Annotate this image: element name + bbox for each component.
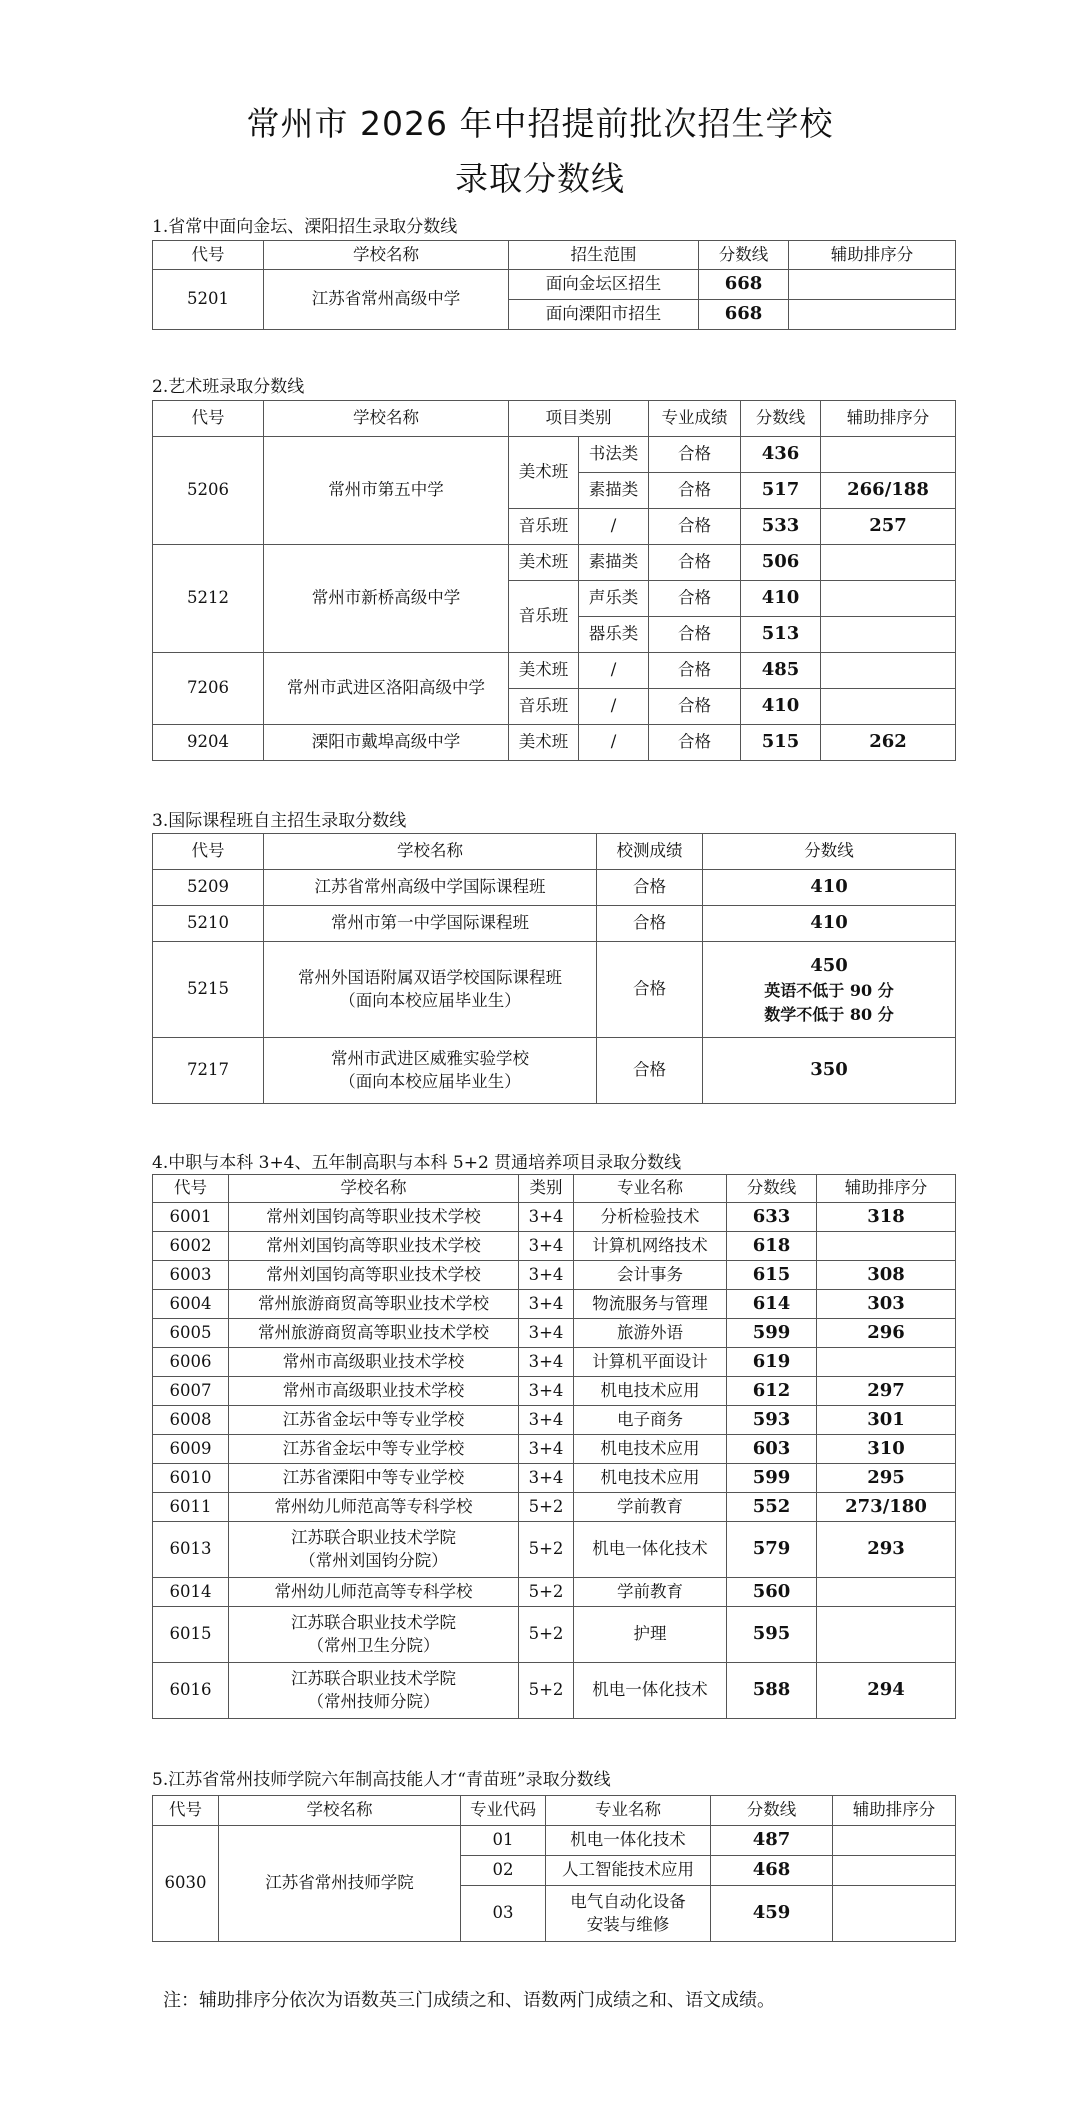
cell-type: 3+4	[519, 1319, 574, 1348]
cell-aux: 308	[817, 1261, 956, 1290]
cell-test: 合格	[597, 906, 703, 942]
cell-category: 美术班	[509, 725, 579, 761]
cell-score: 506	[741, 545, 821, 581]
cell-code: 6011	[153, 1493, 229, 1522]
table-row	[153, 1348, 956, 1377]
score-condition-english: 英语不低于 90 分	[764, 981, 894, 1000]
cell-code: 6006	[153, 1348, 229, 1377]
cell-aux: 257	[821, 509, 956, 545]
cell-score: 668	[699, 300, 789, 330]
cell-major: 学前教育	[574, 1578, 727, 1607]
header-code: 代号	[153, 834, 264, 870]
cell-code: 6003	[153, 1261, 229, 1290]
major-line-1: 电气自动化设备	[570, 1892, 686, 1912]
cell-type: 5+2	[519, 1522, 574, 1578]
section-3-title: 3.国际课程班自主招生录取分数线	[152, 811, 407, 831]
cell-aux	[817, 1578, 956, 1607]
cell-aux	[817, 1232, 956, 1261]
cell-score: 599	[727, 1319, 817, 1348]
cell-category: 音乐班	[509, 581, 579, 653]
cell-aux: 301	[817, 1406, 956, 1435]
cell-sub: 素描类	[579, 545, 649, 581]
score-value: 450	[810, 955, 848, 976]
footnote: 注：辅助排序分依次为语数英三门成绩之和、语数两门成绩之和、语文成绩。	[163, 1990, 775, 2011]
cell-sub: 素描类	[579, 473, 649, 509]
school-name: 江苏联合职业技术学院	[291, 1613, 456, 1633]
cell-pro: 合格	[649, 689, 741, 725]
cell-score: 513	[741, 617, 821, 653]
cell-score: 633	[727, 1203, 817, 1232]
header-scope: 招生范围	[509, 241, 699, 270]
cell-aux	[821, 581, 956, 617]
cell-major: 护理	[574, 1607, 727, 1663]
header-school: 学校名称	[229, 1175, 519, 1203]
cell-aux: 266/188	[821, 473, 956, 509]
cell-type: 3+4	[519, 1290, 574, 1319]
cell-type: 3+4	[519, 1261, 574, 1290]
cell-type: 3+4	[519, 1377, 574, 1406]
cell-pro: 合格	[649, 653, 741, 689]
cell-code: 5215	[153, 942, 264, 1038]
table-row	[153, 1406, 956, 1435]
cell-test: 合格	[597, 870, 703, 906]
header-category: 项目类别	[509, 401, 649, 437]
cell-score: 487	[711, 1826, 833, 1856]
header-code: 代号	[153, 1796, 219, 1826]
cell-major: 机电一体化技术	[546, 1826, 711, 1856]
cell-aux: 318	[817, 1203, 956, 1232]
header-score: 分数线	[699, 241, 789, 270]
cell-school: 江苏省溧阳中等专业学校	[229, 1464, 519, 1493]
header-score: 分数线	[703, 834, 956, 870]
cell-school: 常州市新桥高级中学	[264, 545, 509, 653]
cell-code: 6002	[153, 1232, 229, 1261]
section-3-table	[152, 833, 956, 1104]
table-row	[153, 1493, 956, 1522]
section-1-table	[152, 240, 956, 330]
cell-code: 7206	[153, 653, 264, 725]
cell-category: 美术班	[509, 653, 579, 689]
cell-school	[229, 1663, 519, 1719]
cell-school	[264, 1038, 597, 1104]
cell-major-code: 02	[461, 1856, 546, 1886]
table-row	[153, 1232, 956, 1261]
cell-code: 6001	[153, 1203, 229, 1232]
cell-major: 机电技术应用	[574, 1435, 727, 1464]
cell-score: 459	[711, 1886, 833, 1942]
cell-school: 江苏省常州技师学院	[219, 1826, 461, 1942]
cell-school: 常州市武进区洛阳高级中学	[264, 653, 509, 725]
cell-score: 595	[727, 1607, 817, 1663]
cell-school: 江苏省常州高级中学	[264, 270, 509, 330]
cell-score: 668	[699, 270, 789, 300]
cell-code: 6014	[153, 1578, 229, 1607]
cell-score: 410	[741, 689, 821, 725]
cell-aux	[817, 1348, 956, 1377]
cell-major-code: 03	[461, 1886, 546, 1942]
cell-major: 机电一体化技术	[574, 1522, 727, 1578]
cell-major: 学前教育	[574, 1493, 727, 1522]
school-note: （面向本校应届毕业生）	[339, 1071, 521, 1091]
cell-pro: 合格	[649, 725, 741, 761]
cell-score: 410	[703, 906, 956, 942]
cell-code: 5209	[153, 870, 264, 906]
cell-school: 溧阳市戴埠高级中学	[264, 725, 509, 761]
cell-school: 江苏省金坛中等专业学校	[229, 1406, 519, 1435]
header-school: 学校名称	[264, 834, 597, 870]
cell-aux: 310	[817, 1435, 956, 1464]
cell-aux	[821, 437, 956, 473]
cell-sub: /	[579, 689, 649, 725]
cell-pro: 合格	[649, 473, 741, 509]
cell-school: 常州市第一中学国际课程班	[264, 906, 597, 942]
cell-score: 619	[727, 1348, 817, 1377]
section-2-table	[152, 400, 956, 761]
cell-major: 机电一体化技术	[574, 1663, 727, 1719]
cell-score: 410	[703, 870, 956, 906]
cell-major: 分析检验技术	[574, 1203, 727, 1232]
cell-school: 江苏省金坛中等专业学校	[229, 1435, 519, 1464]
cell-aux: 294	[817, 1663, 956, 1719]
header-aux: 辅助排序分	[833, 1796, 956, 1826]
section-4-table	[152, 1174, 956, 1719]
cell-aux: 273/180	[817, 1493, 956, 1522]
cell-school	[229, 1522, 519, 1578]
cell-major: 计算机平面设计	[574, 1348, 727, 1377]
cell-score: 618	[727, 1232, 817, 1261]
cell-aux: 262	[821, 725, 956, 761]
cell-category: 美术班	[509, 545, 579, 581]
cell-school: 江苏省常州高级中学国际课程班	[264, 870, 597, 906]
cell-pro: 合格	[649, 545, 741, 581]
cell-major: 机电技术应用	[574, 1464, 727, 1493]
cell-aux	[821, 689, 956, 725]
cell-pro: 合格	[649, 581, 741, 617]
cell-major: 计算机网络技术	[574, 1232, 727, 1261]
cell-major-code: 01	[461, 1826, 546, 1856]
cell-aux	[789, 300, 956, 330]
table-row	[153, 1435, 956, 1464]
table-row	[153, 1203, 956, 1232]
cell-aux	[833, 1886, 956, 1942]
header-code: 代号	[153, 1175, 229, 1203]
cell-score: 517	[741, 473, 821, 509]
cell-aux	[817, 1607, 956, 1663]
cell-aux	[789, 270, 956, 300]
cell-sub: /	[579, 725, 649, 761]
cell-aux	[821, 545, 956, 581]
table-row	[153, 1261, 956, 1290]
cell-type: 5+2	[519, 1663, 574, 1719]
cell-aux: 296	[817, 1319, 956, 1348]
cell-score: 410	[741, 581, 821, 617]
cell-type: 3+4	[519, 1232, 574, 1261]
cell-pro: 合格	[649, 437, 741, 473]
cell-score	[703, 942, 956, 1038]
cell-category: 音乐班	[509, 509, 579, 545]
cell-school: 常州刘国钧高等职业技术学校	[229, 1203, 519, 1232]
school-name: 常州外国语附属双语学校国际课程班	[298, 968, 562, 988]
cell-scope: 面向溧阳市招生	[509, 300, 699, 330]
school-name: 江苏联合职业技术学院	[291, 1669, 456, 1689]
cell-code: 6013	[153, 1522, 229, 1578]
header-aux: 辅助排序分	[789, 241, 956, 270]
cell-code: 5210	[153, 906, 264, 942]
cell-code: 6030	[153, 1826, 219, 1942]
cell-school: 常州幼儿师范高等专科学校	[229, 1578, 519, 1607]
major-line-2: 安装与维修	[586, 1914, 670, 1934]
cell-type: 5+2	[519, 1607, 574, 1663]
cell-type: 3+4	[519, 1406, 574, 1435]
cell-code: 6009	[153, 1435, 229, 1464]
school-name: 常州市武进区威雅实验学校	[331, 1049, 529, 1069]
cell-test: 合格	[597, 1038, 703, 1104]
section-4-title: 4.中职与本科 3+4、五年制高职与本科 5+2 贯通培养项目录取分数线	[152, 1153, 682, 1173]
cell-type: 3+4	[519, 1203, 574, 1232]
cell-school: 常州幼儿师范高等专科学校	[229, 1493, 519, 1522]
cell-category: 美术班	[509, 437, 579, 509]
header-code: 代号	[153, 241, 264, 270]
cell-type: 3+4	[519, 1464, 574, 1493]
cell-major: 旅游外语	[574, 1319, 727, 1348]
cell-pro: 合格	[649, 617, 741, 653]
school-name: 江苏联合职业技术学院	[291, 1528, 456, 1548]
cell-major: 物流服务与管理	[574, 1290, 727, 1319]
score-condition-math: 数学不低于 80 分	[764, 1005, 894, 1024]
cell-school	[264, 942, 597, 1038]
cell-score: 614	[727, 1290, 817, 1319]
header-pro: 专业成绩	[649, 401, 741, 437]
section-2-title: 2.艺术班录取分数线	[152, 377, 305, 397]
cell-code: 6007	[153, 1377, 229, 1406]
cell-score: 612	[727, 1377, 817, 1406]
cell-sub: 书法类	[579, 437, 649, 473]
header-aux: 辅助排序分	[821, 401, 956, 437]
cell-score: 552	[727, 1493, 817, 1522]
cell-code: 6016	[153, 1663, 229, 1719]
page-subtitle: 录取分数线	[455, 159, 625, 198]
cell-type: 5+2	[519, 1493, 574, 1522]
header-score: 分数线	[727, 1175, 817, 1203]
cell-score: 436	[741, 437, 821, 473]
header-code: 代号	[153, 401, 264, 437]
cell-school: 常州旅游商贸高等职业技术学校	[229, 1319, 519, 1348]
school-note: （面向本校应届毕业生）	[339, 990, 521, 1010]
cell-code: 6015	[153, 1607, 229, 1663]
cell-score: 603	[727, 1435, 817, 1464]
page-title: 常州市 2026 年中招提前批次招生学校	[246, 104, 834, 143]
cell-pro: 合格	[649, 509, 741, 545]
cell-score: 468	[711, 1856, 833, 1886]
cell-code: 9204	[153, 725, 264, 761]
cell-aux	[821, 653, 956, 689]
cell-score: 579	[727, 1522, 817, 1578]
cell-school	[229, 1607, 519, 1663]
header-major-code: 专业代码	[461, 1796, 546, 1826]
cell-scope: 面向金坛区招生	[509, 270, 699, 300]
cell-aux	[833, 1856, 956, 1886]
cell-code: 6010	[153, 1464, 229, 1493]
cell-score: 350	[703, 1038, 956, 1104]
cell-code: 6004	[153, 1290, 229, 1319]
section-1-title: 1.省常中面向金坛、溧阳招生录取分数线	[152, 217, 458, 237]
cell-school: 常州市第五中学	[264, 437, 509, 545]
header-school: 学校名称	[264, 401, 509, 437]
cell-code: 7217	[153, 1038, 264, 1104]
cell-code: 5206	[153, 437, 264, 545]
table-row	[153, 1464, 956, 1493]
cell-major: 人工智能技术应用	[546, 1856, 711, 1886]
school-branch: （常州卫生分院）	[307, 1635, 440, 1655]
table-row	[153, 1290, 956, 1319]
cell-score: 560	[727, 1578, 817, 1607]
cell-major: 电子商务	[574, 1406, 727, 1435]
cell-major: 会计事务	[574, 1261, 727, 1290]
table-row	[153, 1377, 956, 1406]
header-major: 专业名称	[574, 1175, 727, 1203]
header-score: 分数线	[711, 1796, 833, 1826]
cell-school: 常州市高级职业技术学校	[229, 1377, 519, 1406]
cell-score: 615	[727, 1261, 817, 1290]
cell-aux	[821, 617, 956, 653]
cell-type: 3+4	[519, 1348, 574, 1377]
cell-aux: 303	[817, 1290, 956, 1319]
cell-score: 533	[741, 509, 821, 545]
section-5-title: 5.江苏省常州技师学院六年制高技能人才“青苗班”录取分数线	[152, 1770, 611, 1790]
school-branch: （常州刘国钧分院）	[299, 1550, 448, 1570]
cell-school: 常州刘国钧高等职业技术学校	[229, 1232, 519, 1261]
cell-type: 5+2	[519, 1578, 574, 1607]
header-score: 分数线	[741, 401, 821, 437]
cell-aux: 297	[817, 1377, 956, 1406]
cell-code: 5201	[153, 270, 264, 330]
cell-school: 常州市高级职业技术学校	[229, 1348, 519, 1377]
cell-code: 5212	[153, 545, 264, 653]
cell-major: 机电技术应用	[574, 1377, 727, 1406]
header-school: 学校名称	[264, 241, 509, 270]
cell-score: 593	[727, 1406, 817, 1435]
cell-sub: 声乐类	[579, 581, 649, 617]
cell-code: 6005	[153, 1319, 229, 1348]
cell-score: 599	[727, 1464, 817, 1493]
header-aux: 辅助排序分	[817, 1175, 956, 1203]
cell-category: 音乐班	[509, 689, 579, 725]
cell-major	[546, 1886, 711, 1942]
header-school: 学校名称	[219, 1796, 461, 1826]
section-5-table	[152, 1795, 956, 1942]
header-type: 类别	[519, 1175, 574, 1203]
school-branch: （常州技师分院）	[307, 1691, 440, 1711]
cell-aux: 293	[817, 1522, 956, 1578]
header-test: 校测成绩	[597, 834, 703, 870]
cell-score: 485	[741, 653, 821, 689]
cell-test: 合格	[597, 942, 703, 1038]
cell-type: 3+4	[519, 1435, 574, 1464]
header-major: 专业名称	[546, 1796, 711, 1826]
cell-code: 6008	[153, 1406, 229, 1435]
cell-sub: 器乐类	[579, 617, 649, 653]
cell-aux	[833, 1826, 956, 1856]
cell-score: 515	[741, 725, 821, 761]
cell-school: 常州刘国钧高等职业技术学校	[229, 1261, 519, 1290]
cell-sub: /	[579, 653, 649, 689]
cell-sub: /	[579, 509, 649, 545]
table-row	[153, 1319, 956, 1348]
cell-school: 常州旅游商贸高等职业技术学校	[229, 1290, 519, 1319]
cell-aux: 295	[817, 1464, 956, 1493]
cell-score: 588	[727, 1663, 817, 1719]
